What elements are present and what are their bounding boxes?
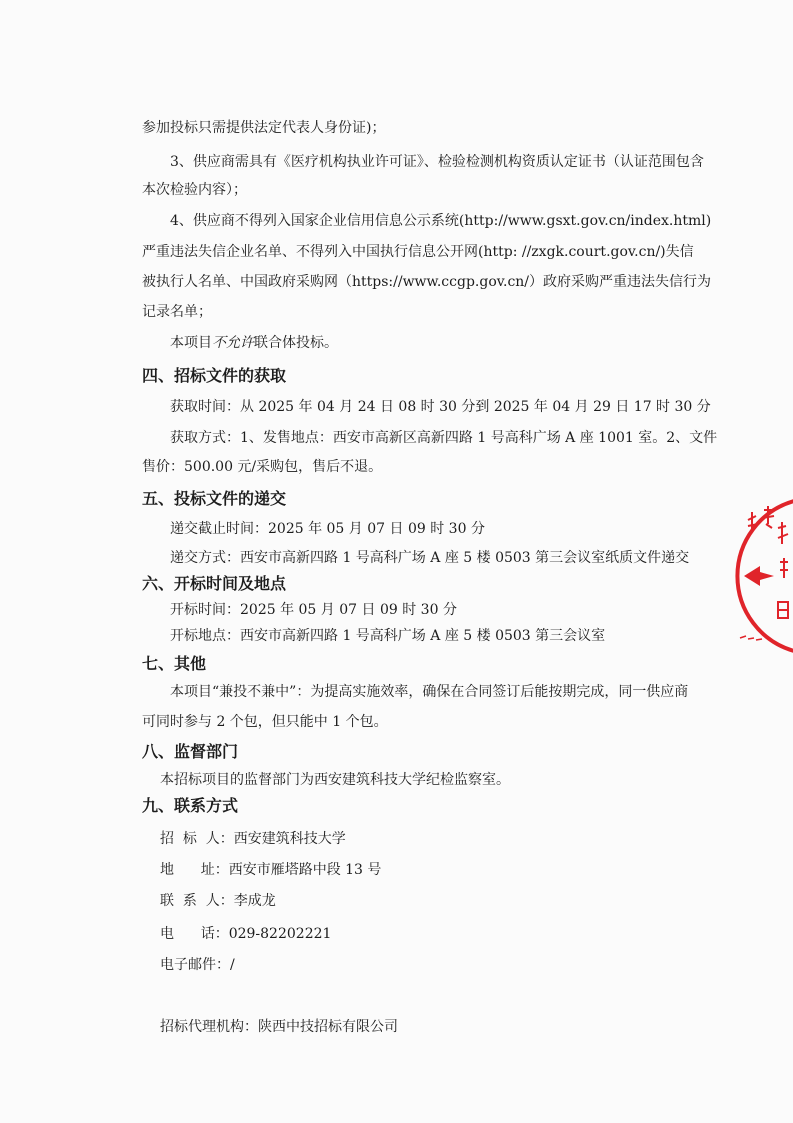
seal-side-chars: [778, 558, 788, 618]
section8-line1: 本招标项目的监督部门为西安建筑科技大学纪检监察室。: [160, 772, 510, 788]
official-seal-stamp: [738, 498, 793, 654]
section4-method-line1: 获取方式：1、发售地点：西安市高新区高新四路 1 号高科广场 A 座 1001 室。2、文件: [170, 430, 718, 446]
section4-method-line2: 售价：500.00 元/采购包，售后不退。: [142, 459, 383, 475]
consortium-note: [170, 334, 338, 352]
section6-place: 开标地点：西安市高新四路 1 号高科广场 A 座 5 楼 0503 第三会议室: [170, 628, 606, 644]
section4-time: 获取时间：从 2025 年 04 月 24 日 08 时 30 分到 2025 年 04 月 29 日 17 时 30 分: [170, 399, 711, 415]
section5-deadline: 递交截止时间：2025 年 05 月 07 日 09 时 30 分: [170, 521, 485, 537]
consortium-emphasis: 不允许: [212, 335, 254, 351]
req4-line1: 4、供应商不得列入国家企业信用信息公示系统(http://www.gsxt.gov.cn/index.html): [170, 213, 712, 229]
section9-title: 九、联系方式: [142, 796, 239, 815]
seal-star-icon: [744, 566, 760, 586]
req4-line3: 被执行人名单、中国政府采购网（https://www.ccgp.gov.cn/）政府采购严重违法失信行为: [142, 274, 712, 290]
section9-phone: 电 话：029-82202221: [160, 926, 332, 942]
seal-star-tail: [760, 572, 774, 580]
req4-line2: 严重违法失信企业名单、不得列入中国执行信息公开网(http: //zxgk.court.gov.cn/)失信: [142, 244, 694, 260]
section8-title: 八、监督部门: [142, 742, 239, 761]
section9-tenderer: 招 标 人：西安建筑科技大学: [160, 831, 346, 847]
req4-line4: 记录名单；: [142, 304, 212, 320]
seal-top-chars: [748, 506, 788, 544]
section9-address: 地 址：西安市雁塔路中段 13 号: [160, 862, 382, 878]
section6-title: 六、开标时间及地点: [142, 574, 287, 593]
req3-line2: 本次检验内容）；: [142, 182, 247, 198]
section6-time: 开标时间：2025 年 05 月 07 日 09 时 30 分: [170, 602, 457, 618]
section5-method: 递交方式：西安市高新四路 1 号高科广场 A 座 5 楼 0503 第三会议室纸质文件递交: [170, 550, 690, 566]
seal-bottom-text: [740, 636, 762, 640]
consortium-pre: 本项目: [170, 335, 212, 351]
section5-title: 五、投标文件的递交: [142, 489, 287, 508]
section7-title: 七、其他: [142, 654, 207, 673]
agency-line: 招标代理机构：陕西中技招标有限公司: [160, 1019, 398, 1035]
section7-line2: 可同时参与 2 个包，但只能中 1 个包。: [142, 714, 388, 730]
section9-email: 电子邮件：/: [160, 957, 235, 973]
section7-line1: 本项目“兼投不兼中”：为提高实施效率，确保在合同签订后能按期完成，同一供应商: [170, 684, 689, 700]
req3-line1: 3、供应商需具有《医疗机构执业许可证》、检验检测机构资质认定证书（认证范围包含: [170, 154, 704, 170]
section4-title: 四、招标文件的获取: [142, 366, 287, 385]
consortium-post: 联合体投标。: [254, 335, 338, 351]
req2-tail: 参加投标只需提供法定代表人身份证)；: [142, 120, 386, 136]
section9-contact: 联 系 人：李成龙: [160, 893, 276, 909]
